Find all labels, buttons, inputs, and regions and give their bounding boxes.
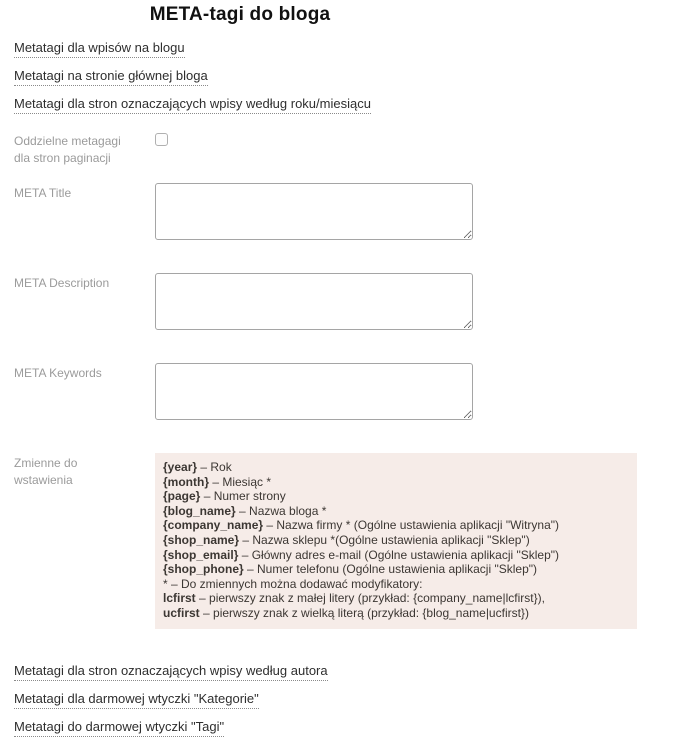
pagination-checkbox-label: Oddzielne metagagi dla stron paginacji (14, 134, 121, 165)
variable-desc: – Nazwa firmy * (Ogólne ustawienia aplikacji "Witryna") (263, 518, 559, 533)
modifier-hint (163, 606, 629, 621)
modifier-desc: – pierwszy znak z małej litery (przykład: {company_name|lcfirst}), (195, 591, 545, 606)
link-row (14, 718, 673, 737)
modifier-desc: – pierwszy znak z wielką literą (przykład: {blog_name|ucfirst}) (199, 605, 529, 620)
link-metatags-blog-home[interactable]: Metatagi na stronie głównej bloga (14, 69, 208, 86)
link-row (14, 39, 673, 58)
pagination-row (14, 131, 673, 167)
variable-desc: – Numer strony (200, 489, 286, 504)
variable-hint (163, 504, 629, 519)
variable-name: {page} (163, 489, 201, 504)
variable-hint (163, 475, 629, 490)
variables-row (14, 453, 673, 629)
link-row (14, 95, 673, 114)
variable-name: {shop_email} (163, 547, 239, 562)
variable-desc: – Nazwa sklepu *(Ogólne ustawienia aplikacji "Sklep") (239, 532, 530, 547)
page-title: META-tagi do bloga (149, 4, 331, 25)
variable-name: {shop_phone} (163, 562, 244, 577)
link-metatags-author[interactable]: Metatagi dla stron oznaczających wpisy według autora (14, 664, 328, 681)
variable-hint (163, 518, 629, 533)
variable-name: {shop_name} (163, 532, 240, 547)
variable-desc: – Miesiąc * (209, 474, 272, 489)
bottom-links (14, 662, 673, 737)
meta-tags-form (14, 131, 673, 629)
meta-description-row (14, 273, 673, 330)
variable-desc: * – Do zmiennych można dodawać modyfikatory: (163, 576, 423, 591)
variable-desc: – Rok (197, 460, 232, 474)
meta-description-textarea[interactable] (155, 273, 473, 330)
variable-hint (163, 460, 629, 475)
variable-hint (163, 489, 629, 504)
pagination-checkbox[interactable] (155, 133, 168, 146)
variables-label: Zmienne do wstawienia (14, 456, 78, 487)
link-metatags-blog-posts[interactable]: Metatagi dla wpisów na blogu (14, 41, 185, 58)
meta-title-row (14, 183, 673, 240)
variable-hint (163, 548, 629, 563)
modifiers-note (163, 577, 629, 592)
variable-hint (163, 562, 629, 577)
top-links (14, 39, 673, 114)
meta-title-textarea[interactable] (155, 183, 473, 240)
modifier-name: ucfirst (163, 605, 200, 620)
meta-keywords-row (14, 363, 673, 420)
modifier-hint (163, 591, 629, 606)
variable-name: {blog_name} (163, 503, 236, 518)
meta-title-label: META Title (14, 186, 72, 200)
meta-keywords-textarea[interactable] (155, 363, 473, 420)
link-row (14, 662, 673, 681)
link-row (14, 690, 673, 709)
link-metatags-categories-plugin[interactable]: Metatagi dla darmowej wtyczki "Kategorie" (14, 692, 259, 709)
variable-name: {company_name} (163, 518, 264, 533)
modifier-name: lcfirst (163, 591, 196, 606)
variables-help-box (155, 453, 637, 629)
link-row (14, 67, 673, 86)
variable-hint (163, 533, 629, 548)
meta-description-label: META Description (14, 276, 110, 290)
variable-name: {month} (163, 474, 209, 489)
variable-desc: – Numer telefonu (Ogólne ustawienia aplikacji "Sklep") (243, 562, 538, 577)
link-metatags-tags-plugin[interactable]: Metatagi do darmowej wtyczki "Tagi" (14, 720, 224, 737)
variable-desc: – Główny adres e-mail (Ogólne ustawienia aplikacji "Sklep") (238, 547, 560, 562)
link-metatags-year-month[interactable]: Metatagi dla stron oznaczających wpisy według roku/miesiącu (14, 97, 371, 114)
meta-keywords-label: META Keywords (14, 366, 102, 380)
variable-desc: – Nazwa bloga * (235, 503, 327, 518)
variable-name: {year} (163, 460, 198, 474)
